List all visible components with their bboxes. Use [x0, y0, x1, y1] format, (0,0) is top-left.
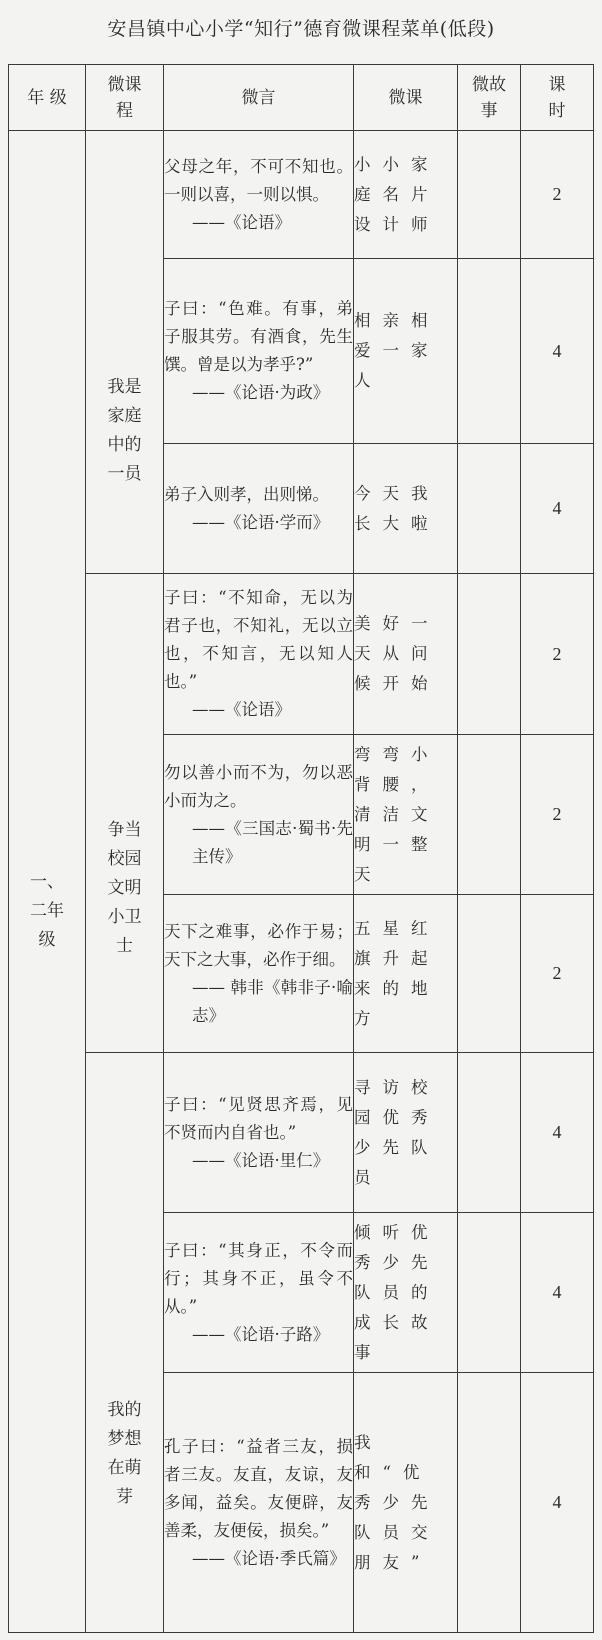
- lesson-cell: 小小家庭名片设计师: [354, 131, 458, 259]
- hours-cell: 2: [521, 574, 594, 735]
- hours-cell: 2: [521, 735, 594, 895]
- header-hours: 课时: [521, 65, 594, 131]
- lesson-cell: 今天我长大啦: [354, 444, 458, 574]
- course-cell: 争当校园文明小卫士: [86, 574, 164, 1053]
- header-row: [9, 65, 594, 131]
- motto-cell: 天下之难事，必作于易；天下之大事，必作于细。 —— 韩非《韩非子·喻志》: [164, 895, 354, 1053]
- motto-cell: 弟子入则孝，出则悌。 ——《论语·学而》: [164, 444, 354, 574]
- course-cell: 我的梦想在萌芽: [86, 1053, 164, 1633]
- course-cell: 我是家庭中的一员: [86, 131, 164, 574]
- motto-cell: 孔子曰：“益者三友，损者三友。友直，友谅，友多闻，益矣。友便辟，友善柔，友便佞，损矣。” ——《论语·季氏篇》: [164, 1373, 354, 1633]
- hours-cell: 4: [521, 259, 594, 444]
- header-grade: 年 级: [9, 65, 86, 131]
- hours-cell: 2: [521, 131, 594, 259]
- motto-cell: 子曰：“不知命，无以为君子也，不知礼，无以立也，不知言，无以知人也。” ——《论语》: [164, 574, 354, 735]
- table-row: [9, 1053, 594, 1213]
- lesson-cell: 五星红旗升起来的地方: [354, 895, 458, 1053]
- lesson-cell: 我和“优秀少先队员交朋友”: [354, 1373, 458, 1633]
- motto-cell: 父母之年，不可不知也。一则以喜，一则以惧。 ——《论语》: [164, 131, 354, 259]
- motto-cell: 子曰：“其身正，不令而行；其身不正，虽令不从。” ——《论语·子路》: [164, 1213, 354, 1373]
- table-row: [9, 574, 594, 735]
- story-cell: [458, 1053, 521, 1213]
- lesson-cell: 美好一天从问候开始: [354, 574, 458, 735]
- header-motto: 微言: [164, 65, 354, 131]
- lesson-cell: 倾听优秀少先队员的成长故事: [354, 1213, 458, 1373]
- table-row: [9, 131, 594, 259]
- page-title: 安昌镇中心小学“知行”德育微课程菜单(低段): [107, 18, 495, 40]
- story-cell: [458, 1213, 521, 1373]
- hours-cell: 4: [521, 1213, 594, 1373]
- hours-cell: 4: [521, 1373, 594, 1633]
- story-cell: [458, 1373, 521, 1633]
- story-cell: [458, 735, 521, 895]
- story-cell: [458, 574, 521, 735]
- story-cell: [458, 895, 521, 1053]
- motto-cell: 勿以善小而不为，勿以恶小而为之。 ——《三国志·蜀书·先主传》: [164, 735, 354, 895]
- header-lesson: 微课: [354, 65, 458, 131]
- lesson-cell: 相亲相爱一家人: [354, 259, 458, 444]
- grade-cell: 一、二年级: [9, 131, 86, 1633]
- story-cell: [458, 131, 521, 259]
- lesson-cell: 寻访校园优秀少先队员: [354, 1053, 458, 1213]
- motto-cell: 子曰：“见贤思齐焉，见不贤而内自省也。” ——《论语·里仁》: [164, 1053, 354, 1213]
- motto-cell: 子曰：“色难。有事，弟子服其劳。有酒食，先生馔。曾是以为孝乎?” ——《论语·为政》: [164, 259, 354, 444]
- hours-cell: 2: [521, 895, 594, 1053]
- header-story: 微故事: [458, 65, 521, 131]
- course-menu-table: [8, 64, 594, 1633]
- header-course: 微课程: [86, 65, 164, 131]
- hours-cell: 4: [521, 1053, 594, 1213]
- hours-cell: 4: [521, 444, 594, 574]
- story-cell: [458, 444, 521, 574]
- story-cell: [458, 259, 521, 444]
- lesson-cell: 弯弯小背腰，清洁文明一整天: [354, 735, 458, 895]
